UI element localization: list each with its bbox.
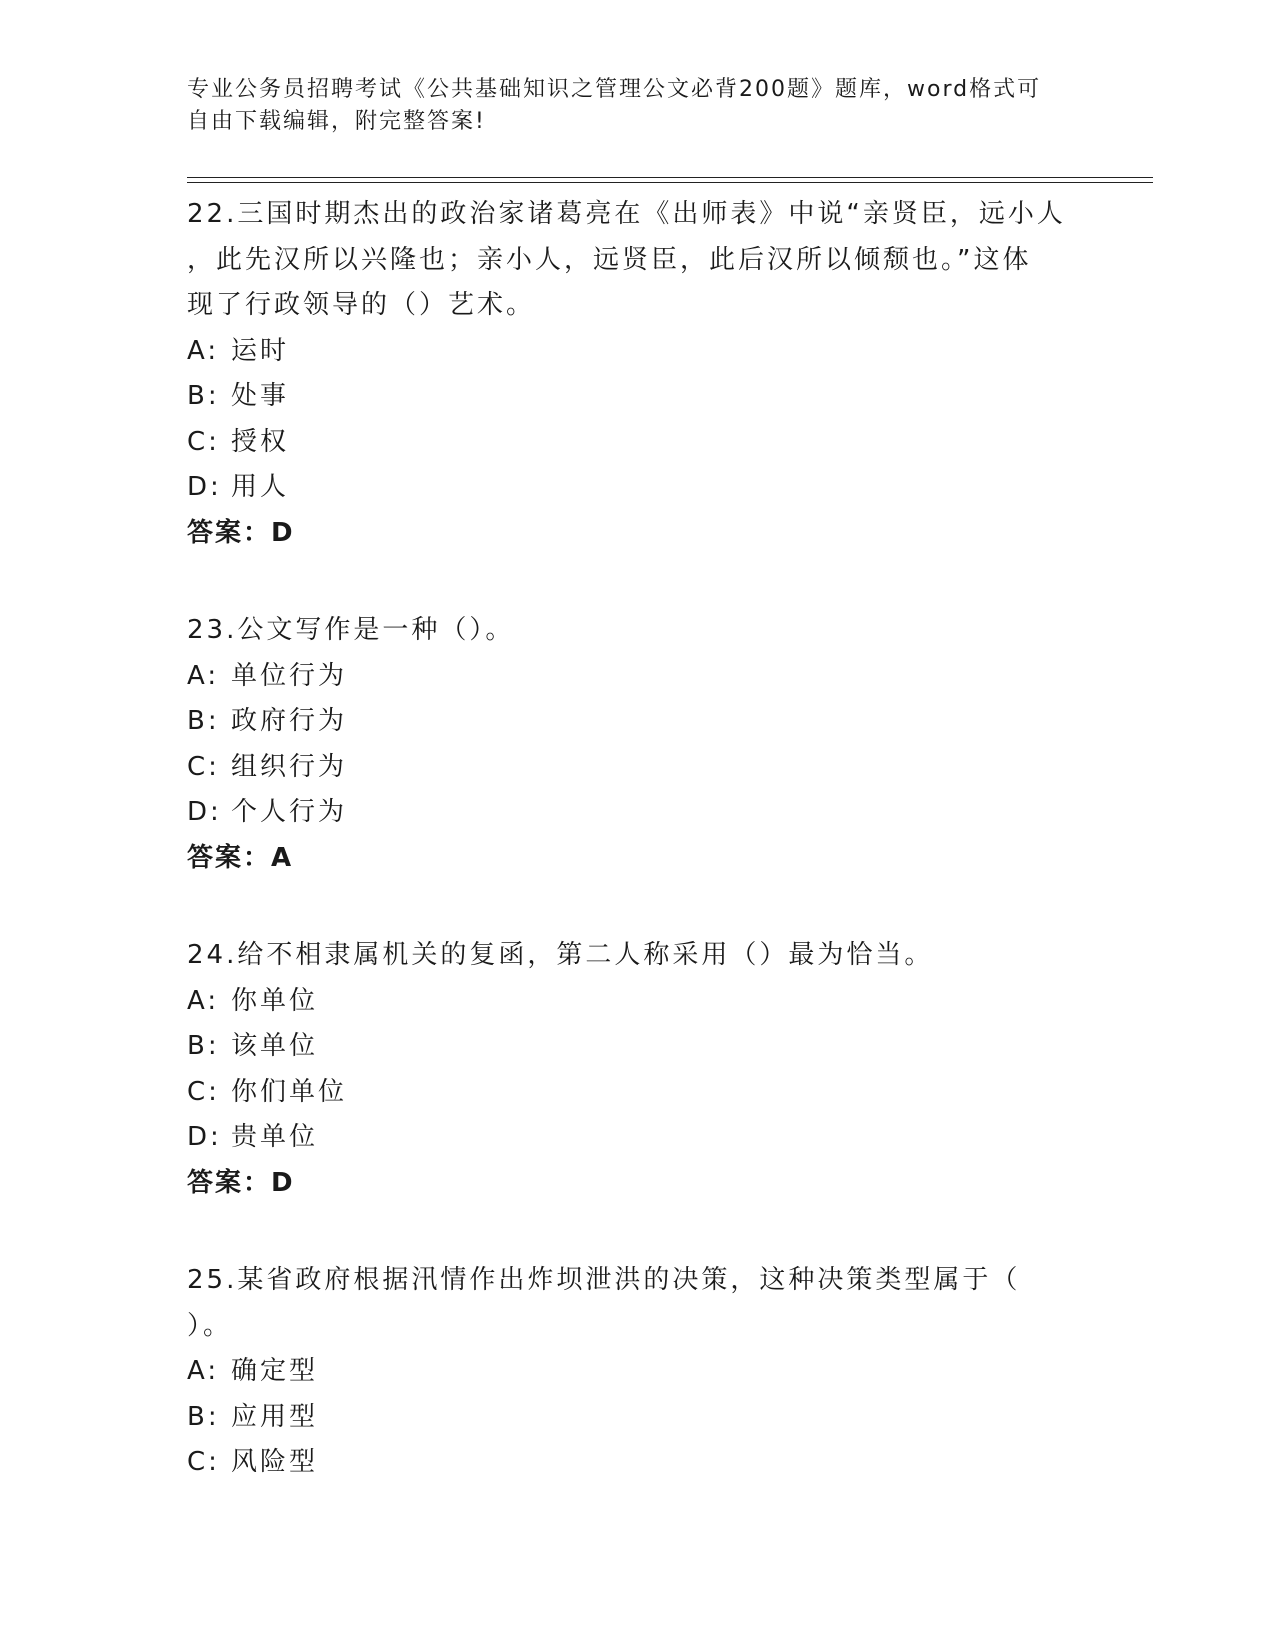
question-block — [187, 608, 1087, 881]
option-letter: A: — [187, 1356, 220, 1386]
question-stem — [187, 933, 1067, 979]
option-text: 风险型 — [231, 1447, 319, 1477]
header-divider-top — [187, 177, 1153, 178]
option-text: 该单位 — [231, 1031, 319, 1061]
question-stem-line: 24.给不相隶属机关的复函，第二人称采用（）最为恰当。 — [187, 940, 934, 970]
option-letter: C: — [187, 1076, 220, 1107]
option-letter: D: — [187, 472, 222, 502]
answer-option — [187, 1115, 1087, 1161]
question-stem-line: 23.公文写作是一种（）。 — [187, 615, 515, 645]
option-letter: A: — [187, 335, 220, 366]
option-text: 你们单位 — [231, 1076, 348, 1107]
answer-option — [187, 979, 1087, 1025]
option-letter: A: — [187, 660, 220, 691]
answer-option — [187, 1440, 1087, 1486]
option-text: 组织行为 — [231, 751, 348, 782]
option-text: 应用型 — [231, 1401, 319, 1432]
option-text: 确定型 — [231, 1356, 319, 1386]
header-divider-bottom — [187, 182, 1153, 183]
answer-option — [187, 420, 1087, 466]
option-letter: C: — [187, 751, 220, 782]
answer-option — [187, 1070, 1087, 1116]
answer-option — [187, 654, 1087, 700]
question-stem-line: 25.某省政府根据汛情作出炸坝泄洪的决策，这种决策类型属于（ — [187, 1265, 1021, 1295]
option-letter: D: — [187, 797, 222, 827]
option-letter: C: — [187, 1447, 220, 1477]
question-list — [187, 192, 1087, 1486]
question-block — [187, 933, 1087, 1206]
answer-option — [187, 1024, 1087, 1070]
option-text: 贵单位 — [231, 1122, 319, 1152]
option-letter: B: — [187, 706, 220, 736]
option-letter: B: — [187, 1031, 220, 1061]
question-stem — [187, 192, 1067, 329]
answer-option — [187, 465, 1087, 511]
answer-key: 答案：D — [187, 517, 295, 548]
answer-key: 答案：D — [187, 1167, 295, 1198]
option-letter: C: — [187, 426, 220, 457]
option-text: 政府行为 — [231, 706, 348, 736]
question-stem-line: ，此先汉所以兴隆也；亲小人，远贤臣，此后汉所以倾颓也。”这体 — [187, 244, 1032, 275]
header-line-2: 自由下载编辑，附完整答案! — [187, 109, 486, 134]
answer-option — [187, 1349, 1087, 1395]
question-stem — [187, 608, 1067, 654]
answer-key: 答案：A — [187, 842, 294, 873]
question-block — [187, 1258, 1087, 1486]
option-text: 个人行为 — [231, 797, 348, 827]
question-stem-line: 22.三国时期杰出的政治家诸葛亮在《出师表》中说“亲贤臣，远小人 — [187, 199, 1066, 229]
option-text: 你单位 — [231, 985, 319, 1016]
question-block — [187, 192, 1087, 556]
answer-option — [187, 1395, 1087, 1441]
option-text: 运时 — [231, 335, 290, 366]
answer-option — [187, 374, 1087, 420]
answer-option — [187, 699, 1087, 745]
answer-option — [187, 745, 1087, 791]
option-text: 用人 — [231, 472, 290, 502]
option-text: 处事 — [231, 381, 290, 411]
option-letter: A: — [187, 985, 220, 1016]
option-letter: B: — [187, 1401, 220, 1432]
option-text: 单位行为 — [231, 660, 348, 691]
option-letter: B: — [187, 381, 220, 411]
option-letter: D: — [187, 1122, 222, 1152]
header-line-1: 专业公务员招聘考试《公共基础知识之管理公文必背200题》题库，word格式可 — [187, 77, 1042, 102]
question-stem-line: 现了行政领导的（）艺术。 — [187, 290, 536, 320]
answer-option — [187, 329, 1087, 375]
question-stem — [187, 1258, 1067, 1349]
answer-option — [187, 790, 1087, 836]
option-text: 授权 — [231, 426, 290, 457]
question-stem-line: ）。 — [187, 1310, 233, 1341]
document-header — [187, 74, 1067, 138]
